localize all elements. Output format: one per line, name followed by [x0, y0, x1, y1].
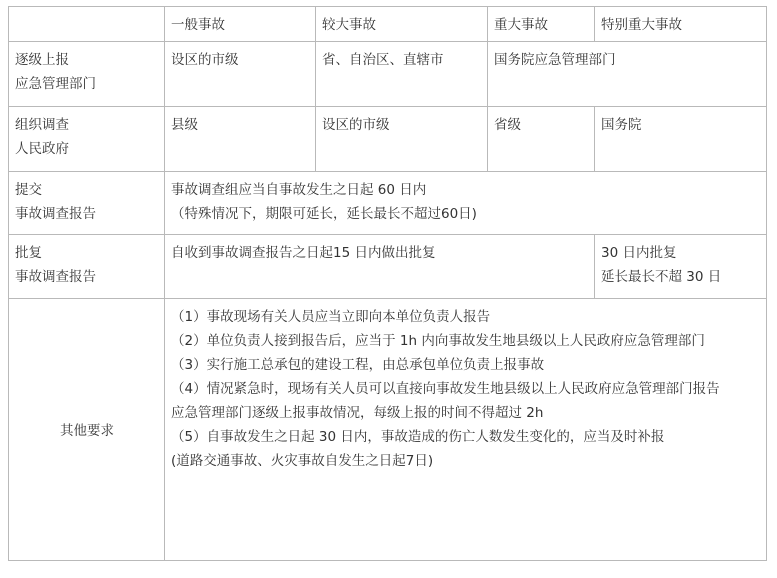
submit-report-content — [165, 172, 767, 235]
submit-report-content-line2: （特殊情况下，期限可延长，延长最长不超过60日) — [171, 206, 477, 222]
other-requirement-item: （2）单位负责人接到报告后，应当于 1h 内向事故发生地县级以上人民政府应急管理部门 — [171, 333, 705, 349]
approve-report-special-line2: 延长最长不超 30 日 — [601, 269, 722, 285]
investigation-row — [9, 107, 767, 172]
other-requirement-item: （4）情况紧急时，现场有关人员可以直接向事故发生地县级以上人民政府应急管理部门报告 — [171, 381, 720, 397]
other-requirements-row — [9, 299, 767, 561]
submit-report-label-line2: 事故调查报告 — [15, 206, 96, 222]
investigation-larger: 设区的市级 — [316, 107, 488, 172]
investigation-label-line2: 人民政府 — [15, 141, 69, 157]
approve-report-label-line2: 事故调查报告 — [15, 269, 96, 285]
report-dept-row — [9, 42, 767, 107]
header-special-major-accident: 特别重大事故 — [595, 7, 767, 42]
investigation-label — [9, 107, 165, 172]
accident-reporting-table — [8, 6, 767, 561]
header-row — [9, 7, 767, 42]
investigation-label-line1: 组织调查 — [15, 117, 69, 133]
approve-report-row — [9, 235, 767, 299]
other-requirement-item: 应急管理部门逐级上报事故情况，每级上报的时间不得超过 2h — [171, 405, 544, 421]
report-dept-label-line1: 逐级上报 — [15, 52, 69, 68]
report-dept-major-special: 国务院应急管理部门 — [488, 42, 767, 107]
header-major-accident: 重大事故 — [488, 7, 595, 42]
approve-report-special — [595, 235, 767, 299]
submit-report-content-line1: 事故调查组应当自事故发生之日起 60 日内 — [171, 182, 427, 198]
other-requirements-label: 其他要求 — [9, 299, 165, 561]
other-requirement-item: （5）自事故发生之日起 30 日内，事故造成的伤亡人数发生变化的，应当及时补报 — [171, 429, 665, 445]
header-larger-accident: 较大事故 — [316, 7, 488, 42]
approve-report-content: 自收到事故调查报告之日起15 日内做出批复 — [165, 235, 595, 299]
investigation-special: 国务院 — [595, 107, 767, 172]
approve-report-special-line1: 30 日内批复 — [601, 245, 677, 261]
report-dept-general: 设区的市级 — [165, 42, 316, 107]
other-requirement-item: （1）事故现场有关人员应当立即向本单位负责人报告 — [171, 309, 491, 325]
investigation-major: 省级 — [488, 107, 595, 172]
other-requirement-item: (道路交通事故、火灾事故自发生之日起7日) — [171, 453, 434, 469]
approve-report-label-line1: 批复 — [15, 245, 42, 261]
report-dept-label-line2: 应急管理部门 — [15, 76, 96, 92]
other-requirements-content — [165, 299, 767, 561]
submit-report-label-line1: 提交 — [15, 182, 42, 198]
investigation-general: 县级 — [165, 107, 316, 172]
header-blank-cell — [9, 7, 165, 42]
other-requirement-item: （3）实行施工总承包的建设工程，由总承包单位负责上报事故 — [171, 357, 545, 373]
approve-report-label — [9, 235, 165, 299]
submit-report-row — [9, 172, 767, 235]
header-general-accident: 一般事故 — [165, 7, 316, 42]
submit-report-label — [9, 172, 165, 235]
report-dept-label — [9, 42, 165, 107]
report-dept-larger: 省、自治区、直辖市 — [316, 42, 488, 107]
accident-reporting-table-wrapper — [8, 6, 767, 561]
